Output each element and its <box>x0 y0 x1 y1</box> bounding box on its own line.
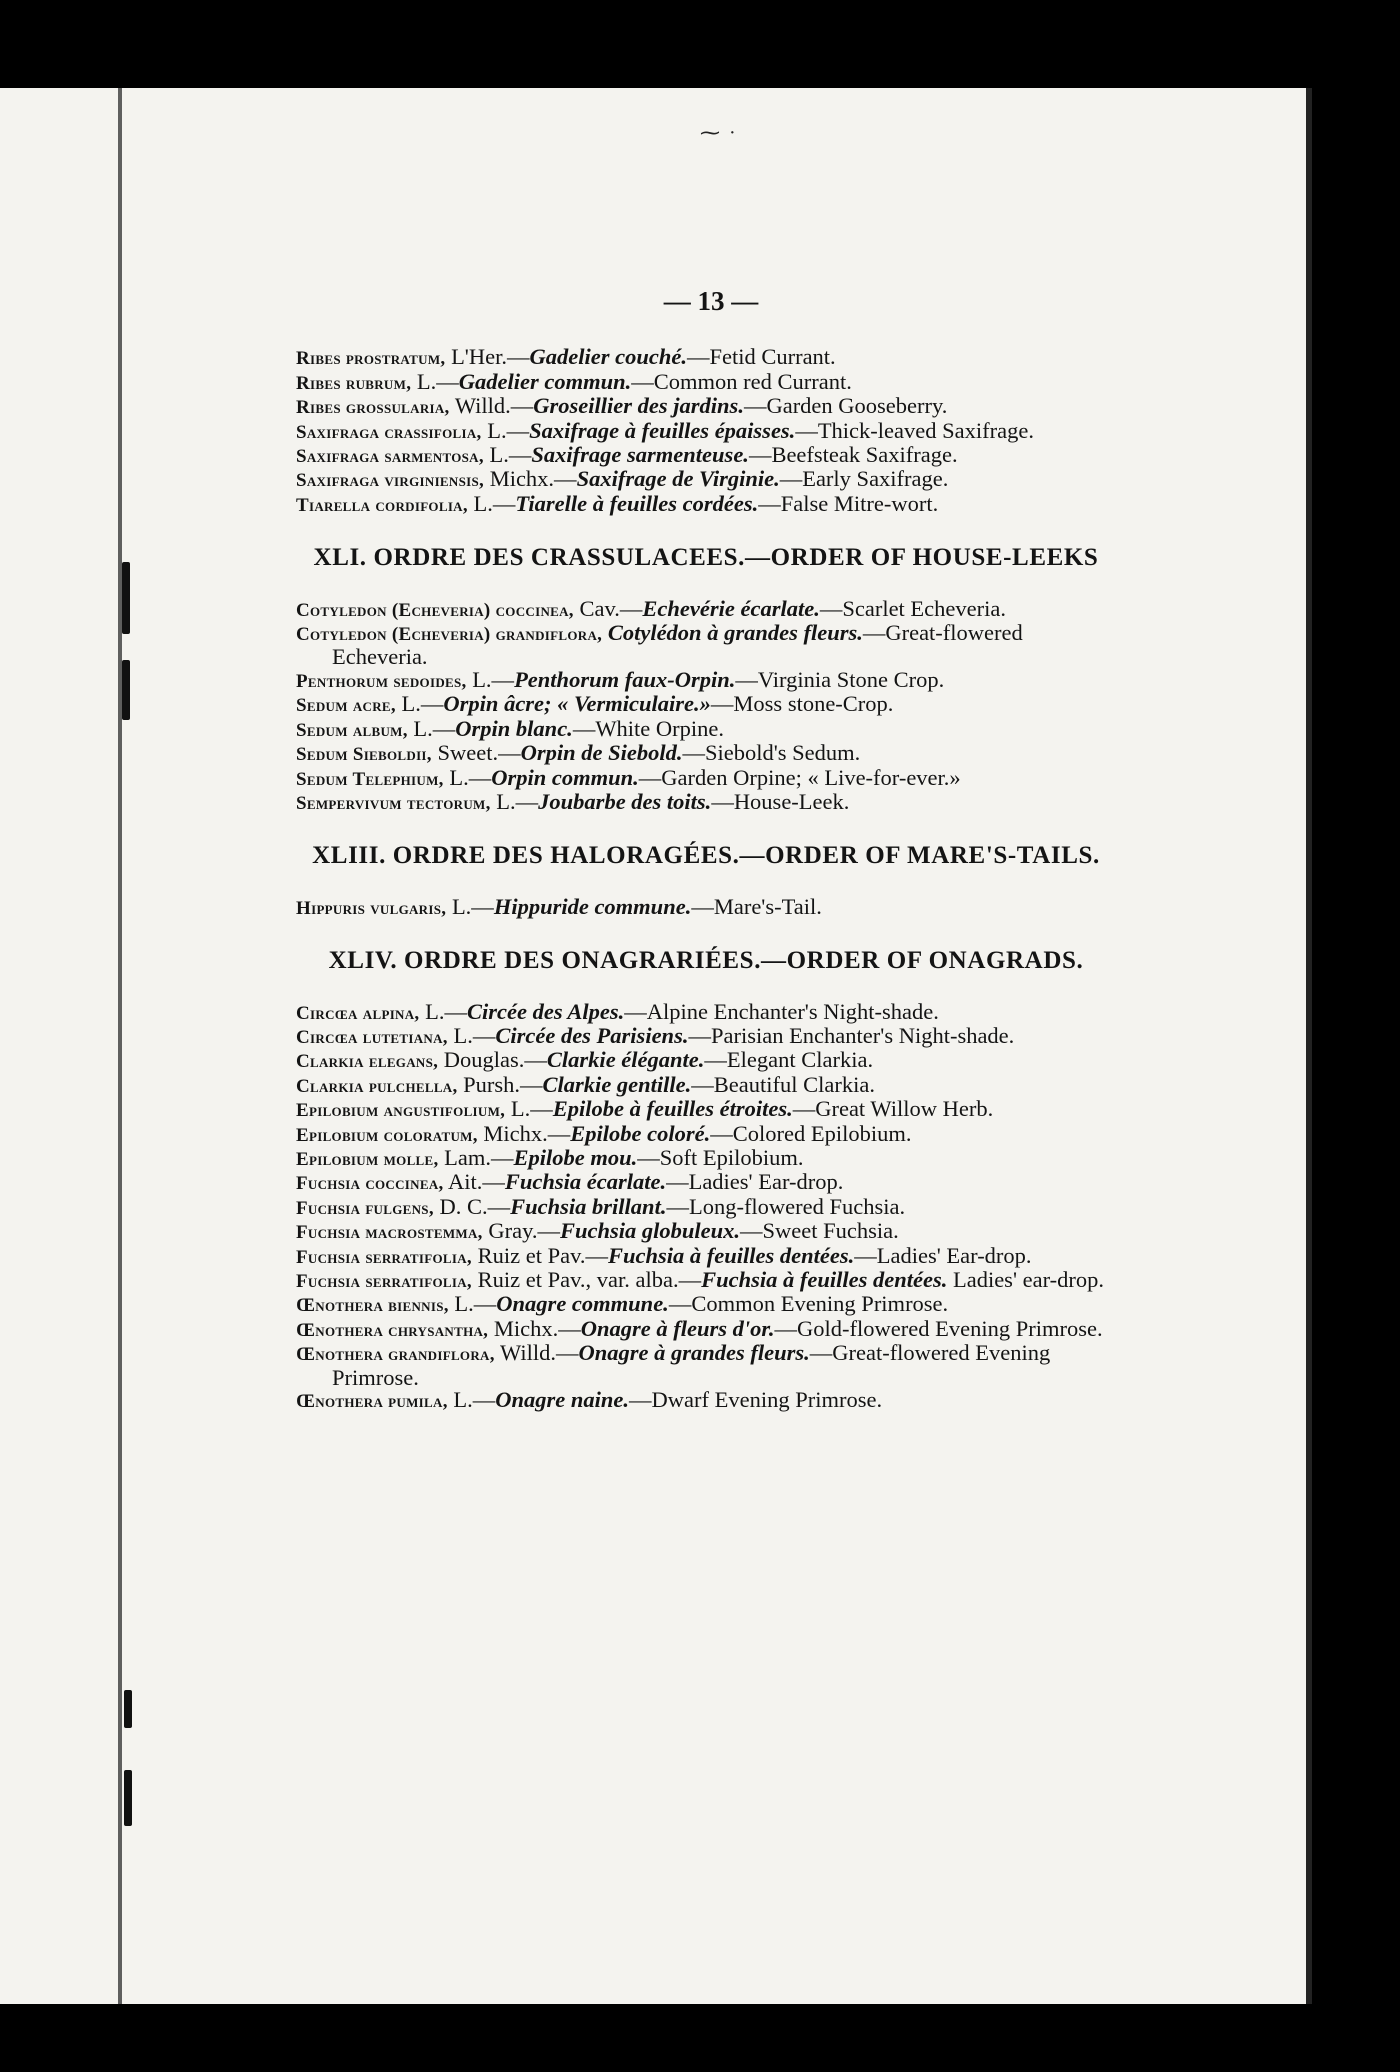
species-entry <box>296 715 1116 742</box>
author-citation: Ruiz et Pav.— <box>471 1242 609 1268</box>
latin-name: Clarkia elegans, <box>296 1051 439 1073</box>
species-entry <box>296 693 1116 717</box>
latin-name: Œnothera grandiflora, <box>296 1344 495 1366</box>
english-name: —Fetid Currant. <box>686 344 836 370</box>
french-name: Orpin commun. <box>491 764 639 790</box>
english-name: —Dwarf Evening Primrose. <box>629 1387 883 1413</box>
species-entry <box>296 444 1116 468</box>
species-entry <box>296 1193 1116 1220</box>
author-citation: Sweet.— <box>431 740 521 766</box>
english-name: —Beefsteak Saxifrage. <box>748 442 958 468</box>
french-name: Onagre commune. <box>496 1291 669 1317</box>
author-citation: Douglas.— <box>438 1047 547 1073</box>
species-entry <box>296 1389 1116 1413</box>
latin-name: Sedum album, <box>296 719 408 741</box>
latin-name: Ribes grossularia, <box>296 397 450 419</box>
latin-name: Sedum Telephium, <box>296 768 444 790</box>
latin-name: Sedum acre, <box>296 695 396 717</box>
french-name: Fuchsia globuleux. <box>560 1218 741 1244</box>
species-entry <box>296 1049 1116 1073</box>
french-name: Fuchsia brillant. <box>510 1193 667 1219</box>
species-entry <box>296 595 1116 622</box>
author-citation: L.— <box>466 666 515 692</box>
latin-name: Œnothera pumila, <box>296 1391 448 1413</box>
latin-name: Œnothera chrysantha, <box>296 1319 489 1341</box>
english-name: —Siebold's Sedum. <box>682 740 861 766</box>
english-name: —Soft Epilobium. <box>637 1144 804 1170</box>
french-name: Circée des Alpes. <box>466 998 625 1024</box>
author-citation: L'Her.— <box>445 344 530 370</box>
species-entry <box>296 998 1116 1025</box>
author-citation: Michx.— <box>477 1120 571 1146</box>
english-name: Ladies' ear-drop. <box>947 1267 1104 1292</box>
species-entry <box>296 666 1116 693</box>
french-name: Saxifrage de Virginie. <box>576 466 780 492</box>
latin-name: Circœa lutetiana, <box>296 1026 448 1048</box>
order-heading: XLIV. ORDRE DES ONAGRARIÉES.—ORDER OF ONAGRADS. <box>328 947 1084 975</box>
french-name: Orpin blanc. <box>455 715 573 741</box>
french-name: Orpin de Siebold. <box>520 740 683 766</box>
latin-name: Sedum Sieboldii, <box>296 744 432 766</box>
english-name: —Virginia Stone Crop. <box>735 666 945 692</box>
english-name: —Garden Orpine; « Live-for-ever.» <box>638 764 961 790</box>
species-entry <box>296 1342 1116 1389</box>
author-citation: L.— <box>407 715 456 741</box>
author-citation: Ruiz et Pav., var. alba.— <box>471 1267 702 1292</box>
species-entry <box>296 1269 1116 1293</box>
author-citation: D. C.— <box>433 1193 511 1219</box>
latin-name: Epilobium angustifolium, <box>296 1100 506 1122</box>
page-number: — 13 — <box>663 286 759 316</box>
french-name: Joubarbe des toits. <box>538 788 712 814</box>
species-entry <box>296 742 1116 766</box>
english-name: —Gold-flowered Evening Primrose. <box>774 1315 1103 1341</box>
french-name: Circée des Parisiens. <box>495 1022 689 1048</box>
author-citation: L.— <box>467 490 516 516</box>
english-name: —Thick-leaved Saxifrage. <box>795 417 1034 443</box>
latin-name: Hippuris vulgaris, <box>296 897 447 919</box>
author-citation: Gray.— <box>482 1218 560 1244</box>
author-citation: L.— <box>419 998 467 1024</box>
species-entry <box>296 395 1116 419</box>
species-entry <box>296 764 1116 791</box>
french-name: Cotylédon à grandes fleurs. <box>607 620 863 646</box>
author-citation: L.— <box>447 1022 496 1048</box>
english-name: —Alpine Enchanter's Night-shade. <box>624 998 939 1024</box>
latin-name: Clarkia pulchella, <box>296 1075 458 1097</box>
species-entry <box>296 1220 1116 1244</box>
species-entry <box>296 368 1116 395</box>
english-name: —Mare's-Tail. <box>691 893 822 919</box>
author-citation: L.— <box>443 764 492 790</box>
species-entry <box>296 1171 1116 1195</box>
author-citation: Michx.— <box>484 466 577 492</box>
latin-name: Sempervivum tectorum, <box>296 792 491 814</box>
french-name: Onagre à fleurs d'or. <box>580 1315 775 1341</box>
english-name: —Ladies' Ear-drop. <box>854 1242 1032 1268</box>
margin-mark <box>124 1770 132 1826</box>
latin-name: Ribes prostratum, <box>296 348 446 370</box>
french-name: Fuchsia à feuilles dentées. <box>701 1267 948 1292</box>
author-citation: L.— <box>448 1291 497 1317</box>
french-name: Saxifrage sarmenteuse. <box>531 442 749 468</box>
intro-entry-list <box>296 346 1116 517</box>
species-entry <box>296 490 1116 517</box>
french-name: Gadelier commun. <box>458 368 632 394</box>
species-entry <box>296 1022 1116 1049</box>
author-citation: Ait.— <box>443 1169 505 1195</box>
species-entry <box>296 468 1116 492</box>
latin-name: Circœa alpina, <box>296 1002 420 1024</box>
latin-name: Ribes rubrum, <box>296 372 412 394</box>
latin-name: Tiarella cordifolia, <box>296 494 468 516</box>
english-name: —False Mitre-wort. <box>758 490 939 516</box>
binding-line <box>118 88 122 2004</box>
latin-name: Cotyledon (Echeveria) grandiflora, <box>296 624 603 646</box>
author-citation: L.— <box>411 368 459 394</box>
order-heading: XLIII. ORDRE DES HALORAGÉES.—ORDER OF MARE'S-TAILS. <box>312 842 1100 870</box>
latin-name: Saxifraga sarmentosa, <box>296 446 484 468</box>
english-name: —Sweet Fuchsia. <box>740 1218 899 1244</box>
species-entry <box>296 417 1116 444</box>
margin-mark <box>124 1690 132 1728</box>
french-name: Echevérie écarlate. <box>642 595 820 621</box>
latin-name: Œnothera biennis, <box>296 1295 449 1317</box>
species-entry <box>296 1242 1116 1269</box>
author-citation: L.— <box>447 1387 496 1413</box>
species-entry <box>296 1098 1116 1122</box>
latin-name: Fuchsia serratifolia, <box>296 1246 472 1268</box>
french-name: Orpin âcre; « Vermiculaire.» <box>443 691 711 717</box>
author-citation: Willd.— <box>449 393 534 419</box>
order-section <box>296 947 1116 1413</box>
english-name: —Great-flowered Evening Primrose. <box>332 1340 1051 1390</box>
species-entry <box>296 1293 1116 1317</box>
author-citation: L.— <box>490 788 539 814</box>
english-name: —Scarlet Echeveria. <box>819 595 1006 621</box>
french-name: Epilobe à feuilles étroites. <box>552 1096 793 1122</box>
english-name: —Early Saxifrage. <box>779 466 949 492</box>
english-name: —Parisian Enchanter's Night-shade. <box>688 1022 1015 1048</box>
latin-name: Fuchsia serratifolia, <box>296 1271 472 1292</box>
species-entry <box>296 346 1116 370</box>
margin-mark <box>122 562 130 634</box>
species-entry <box>296 1315 1116 1342</box>
french-name: Gadelier couché. <box>529 344 687 370</box>
latin-name: Fuchsia macrostemma, <box>296 1222 483 1244</box>
french-name: Clarkie gentille. <box>542 1071 692 1097</box>
latin-name: Saxifraga crassifolia, <box>296 421 482 443</box>
document-body <box>296 286 1116 1413</box>
french-name: Onagre naine. <box>495 1387 630 1413</box>
author-citation: L.— <box>481 417 530 443</box>
french-name: Groseillier des jardins. <box>533 393 744 419</box>
author-citation: L.— <box>483 442 532 468</box>
french-name: Epilobe coloré. <box>570 1120 711 1146</box>
species-entry <box>296 1144 1116 1171</box>
english-name: —Common Evening Primrose. <box>668 1291 949 1317</box>
french-name: Hippuride commune. <box>493 893 692 919</box>
french-name: Penthorum faux-Orpin. <box>514 666 736 692</box>
species-entry <box>296 622 1116 669</box>
french-name: Saxifrage à feuilles épaisses. <box>529 417 796 443</box>
english-name: —Moss stone-Crop. <box>710 691 894 717</box>
english-name: —Beautiful Clarkia. <box>691 1071 875 1097</box>
french-name: Onagre à grandes fleurs. <box>578 1340 810 1366</box>
english-name: —Garden Gooseberry. <box>743 393 948 419</box>
author-citation: Cav.— <box>573 595 643 621</box>
order-section <box>296 842 1116 920</box>
latin-name: Penthorum sedoides, <box>296 670 467 692</box>
english-name: —Long-flowered Fuchsia. <box>666 1193 906 1219</box>
french-name: Clarkie élégante. <box>546 1047 705 1073</box>
english-name: —Great Willow Herb. <box>792 1096 994 1122</box>
order-sections <box>296 544 1116 1413</box>
margin-mark <box>122 660 130 720</box>
french-name: Epilobe mou. <box>513 1144 638 1170</box>
species-entry <box>296 893 1116 920</box>
latin-name: Epilobium coloratum, <box>296 1124 478 1146</box>
english-name: —House-Leek. <box>711 788 850 814</box>
french-name: Fuchsia à feuilles dentées. <box>608 1242 855 1268</box>
french-name: Tiarelle à feuilles cordées. <box>515 490 759 516</box>
author-citation: L.— <box>395 691 444 717</box>
english-name: —Common red Currant. <box>631 368 852 394</box>
order-section <box>296 544 1116 815</box>
species-entry <box>296 788 1116 815</box>
english-name: —Great-flowered Echeveria. <box>332 620 1023 670</box>
english-name: —Colored Epilobium. <box>710 1120 912 1146</box>
order-heading: XLI. ORDRE DES CRASSULACEES.—ORDER OF HOUSE-LEEKS <box>313 544 1099 572</box>
species-entry <box>296 1120 1116 1147</box>
latin-name: Epilobium molle, <box>296 1148 439 1170</box>
english-name: —White Orpine. <box>572 715 725 741</box>
author-citation: Pursh.— <box>457 1071 543 1097</box>
latin-name: Fuchsia fulgens, <box>296 1197 434 1219</box>
top-mark: ⁓ · <box>700 122 738 144</box>
latin-name: Saxifraga virginiensis, <box>296 470 485 492</box>
author-citation: L.— <box>505 1096 553 1122</box>
latin-name: Cotyledon (Echeveria) coccinea, <box>296 599 574 621</box>
author-citation: Willd.— <box>494 1340 579 1366</box>
french-name: Fuchsia écarlate. <box>504 1169 667 1195</box>
author-citation: L.— <box>446 893 494 919</box>
author-citation: Michx.— <box>488 1315 581 1341</box>
species-entry <box>296 1071 1116 1098</box>
english-name: —Ladies' Ear-drop. <box>666 1169 844 1195</box>
english-name: —Elegant Clarkia. <box>704 1047 874 1073</box>
latin-name: Fuchsia coccinea, <box>296 1173 444 1195</box>
author-citation: Lam.— <box>438 1144 514 1170</box>
